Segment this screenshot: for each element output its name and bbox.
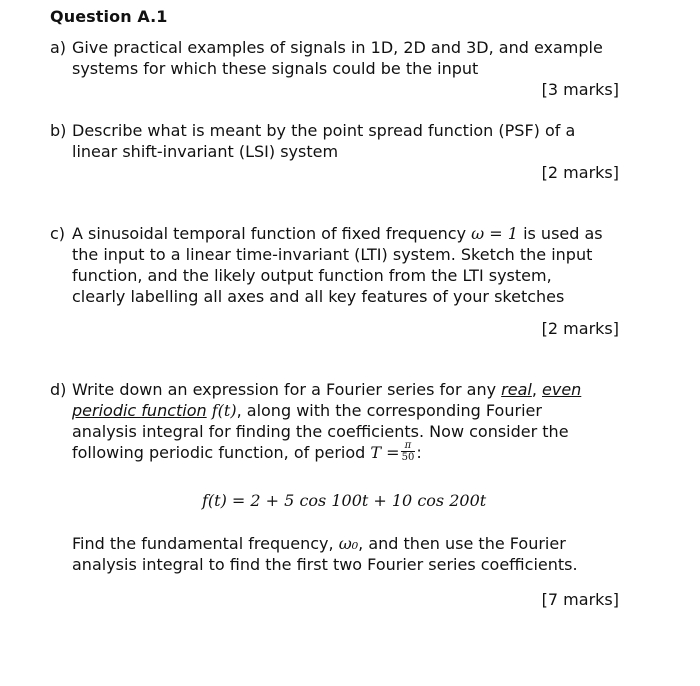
fraction-numerator: π [401, 440, 416, 452]
part-b-label: b) [50, 121, 67, 140]
part-d-line2 [50, 400, 630, 421]
fourier-function-equation: f(t) = 2 + 5 cos 100t + 10 cos 200t [202, 491, 487, 510]
part-d-line1 [72, 379, 630, 400]
even-underlined: even [542, 380, 582, 399]
part-c-line1-post: is used as [523, 224, 603, 243]
part-c-line1 [72, 223, 630, 244]
omega-zero: ω₀ [338, 534, 359, 553]
part-b-line2: linear shift-invariant (LSI) system [72, 142, 339, 161]
part-d-line4-post: : [416, 443, 422, 462]
part-d-line4-pre: following periodic function, of period [72, 443, 366, 462]
part-d [50, 379, 630, 465]
part-a-marks: [3 marks] [541, 80, 619, 99]
part-c-label: c) [50, 224, 66, 243]
part-d-line3: analysis integral for finding the coefficients. Now consider the [72, 422, 569, 441]
find-line1 [72, 533, 632, 554]
part-b-line1: Describe what is meant by the point spread function (PSF) of a [72, 121, 576, 140]
find-line1-post: , and then use the Fourier [358, 534, 566, 553]
part-b [50, 120, 630, 162]
part-d-find [72, 533, 632, 575]
part-c-line3: function, and the likely output function from the LTI system, [72, 266, 552, 285]
real-underlined: real [501, 380, 532, 399]
part-c-line2: the input to a linear time-invariant (LTI) system. Sketch the input [72, 245, 593, 264]
find-line1-pre: Find the fundamental frequency, [72, 534, 334, 553]
f-of-t: f(t) [211, 401, 237, 420]
part-c-line4: clearly labelling all axes and all key features of your sketches [72, 287, 565, 306]
part-a-line2: systems for which these signals could be the input [72, 59, 479, 78]
period-T: T = [370, 443, 400, 462]
part-c-line1-pre: A sinusoidal temporal function of fixed frequency [72, 224, 467, 243]
fraction-denominator: 50 [401, 452, 415, 463]
part-a [50, 37, 630, 79]
part-c [50, 223, 630, 307]
part-c-marks: [2 marks] [541, 319, 619, 338]
comma: , [531, 380, 537, 399]
part-a-line1: Give practical examples of signals in 1D, 2D and 3D, and example [72, 38, 603, 57]
part-d-line4 [50, 442, 630, 465]
question-title: Question A.1 [50, 7, 168, 26]
omega-equation: ω = 1 [471, 224, 518, 243]
period-fraction [401, 440, 416, 463]
part-d-marks: [7 marks] [541, 590, 619, 609]
find-line2: analysis integral to find the first two Fourier series coefficients. [72, 555, 578, 574]
part-a-label: a) [50, 38, 67, 57]
part-d-label: d) [50, 380, 67, 399]
part-d-line2-post: , along with the corresponding Fourier [236, 401, 542, 420]
part-b-marks: [2 marks] [541, 163, 619, 182]
periodic-function-underlined: periodic function [72, 401, 207, 420]
part-d-line1-pre: Write down an expression for a Fourier series for any [72, 380, 497, 399]
